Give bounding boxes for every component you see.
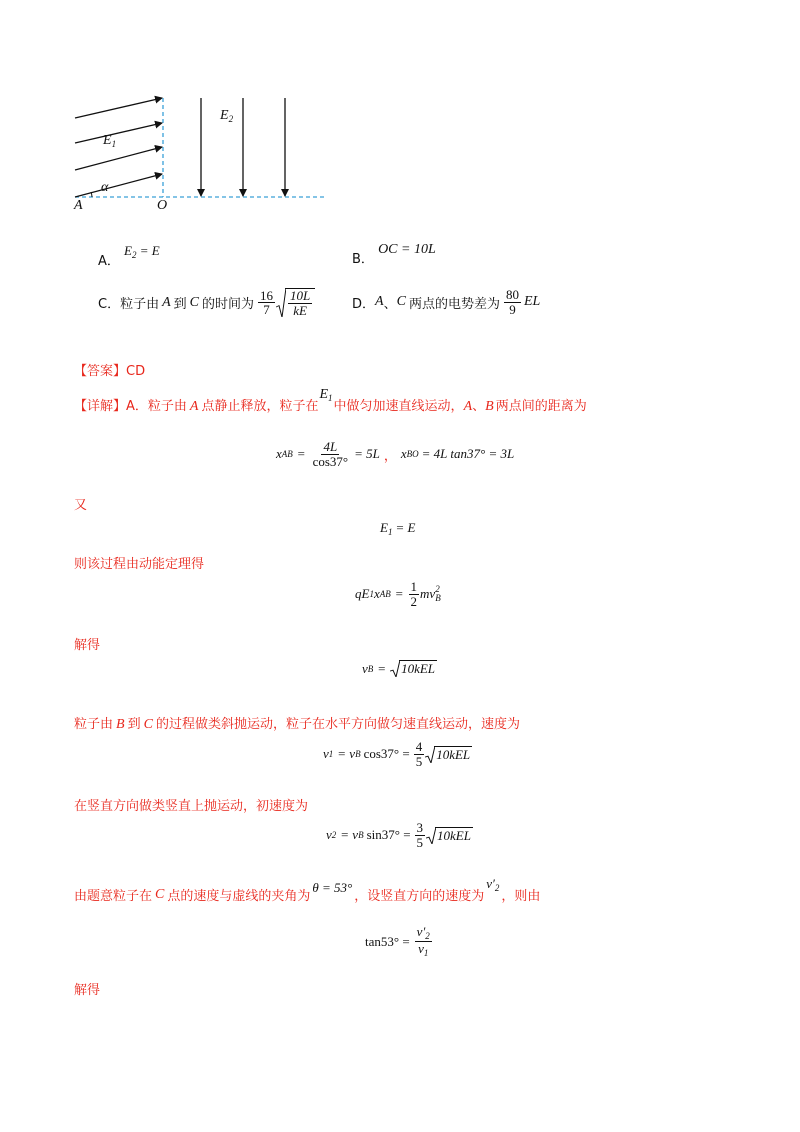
option-b [352, 238, 436, 267]
detail-line-theta: 由题意粒子在 C 点的速度与虚线的夹角为 θ = 53° ，设竖直方向的速度为 $v'_2$ ，则由 [74, 876, 541, 904]
option-d: D． A 、 C 两点的电势差为 $\frac{80}{9}$ EL [352, 287, 541, 317]
detail-line-bc: 粒子由 B 到 C 的过程做类斜抛运动，粒子在水平方向做匀速直线运动，速度为 [74, 717, 520, 732]
field-diagram [60, 90, 350, 220]
detail-jiede-1: 解得 [74, 638, 101, 653]
option-c-sqrt: $\frac{10L}{kE}$ [276, 288, 315, 317]
point-o-label: O [157, 198, 168, 213]
option-b-letter: B． [352, 252, 374, 267]
detail-you: 又 [74, 498, 88, 513]
detail-jiede-2: 解得 [74, 983, 101, 998]
option-a [98, 240, 160, 269]
equation-tan: tan53° = $\frac{v'_2}{v_1}$ [365, 924, 430, 959]
equation-xab: x AB = $\frac{4L}{\cos 37^\circ}$ = 5L ， x BO = 4L tan37° = 3L [276, 439, 515, 469]
equation-energy: qE 1 x AB = $\frac{1}{2}$ mv 2 B [355, 579, 441, 609]
equation-vb: v B = 10kEL [362, 660, 436, 676]
option-a-expr: $E_2 = E$ [124, 243, 160, 260]
option-b-expr: OC = 10L [378, 242, 436, 257]
equation-v2: v 2 = v B sin37° = $\frac{3}{5}$ 10kEL [326, 820, 471, 850]
detail-dongneng: 则该过程由动能定理得 [74, 557, 205, 572]
alpha-label: α [101, 180, 109, 195]
equation-v1: v 1 = v B cos37° = $\frac{4}{5}$ 10kEL [323, 739, 471, 769]
equation-e1: $E_1 = E$ [380, 520, 416, 537]
e1-field-arrow [75, 123, 162, 143]
option-a-letter: A． [98, 254, 120, 269]
detail-line-vertical: 在竖直方向做类竖直上抛运动，初速度为 [74, 799, 309, 814]
detail-line-1: 【详解】A．粒子由 A 点静止释放，粒子在$E_1$中做匀加速直线运动，A、B 两点间的距离为 [74, 387, 587, 414]
e1-field-arrow [75, 147, 162, 170]
option-c: C．粒子由 A 到 C 的时间为 $\frac{16}{7}$ $\frac{10L}{kE}$ [98, 288, 315, 317]
answer-line: 【答案】CD [74, 364, 146, 379]
e1-field-arrow [75, 98, 162, 118]
point-a-label: A [74, 198, 83, 213]
option-c-fraction: $\frac{16}{7}$ [260, 287, 274, 318]
e1-field-arrow [75, 174, 162, 197]
option-d-fraction: $\frac{80}{9}$ [505, 287, 519, 317]
e2-label: $E_2$ [220, 108, 234, 124]
e1-label: $E_1$ [103, 133, 117, 149]
